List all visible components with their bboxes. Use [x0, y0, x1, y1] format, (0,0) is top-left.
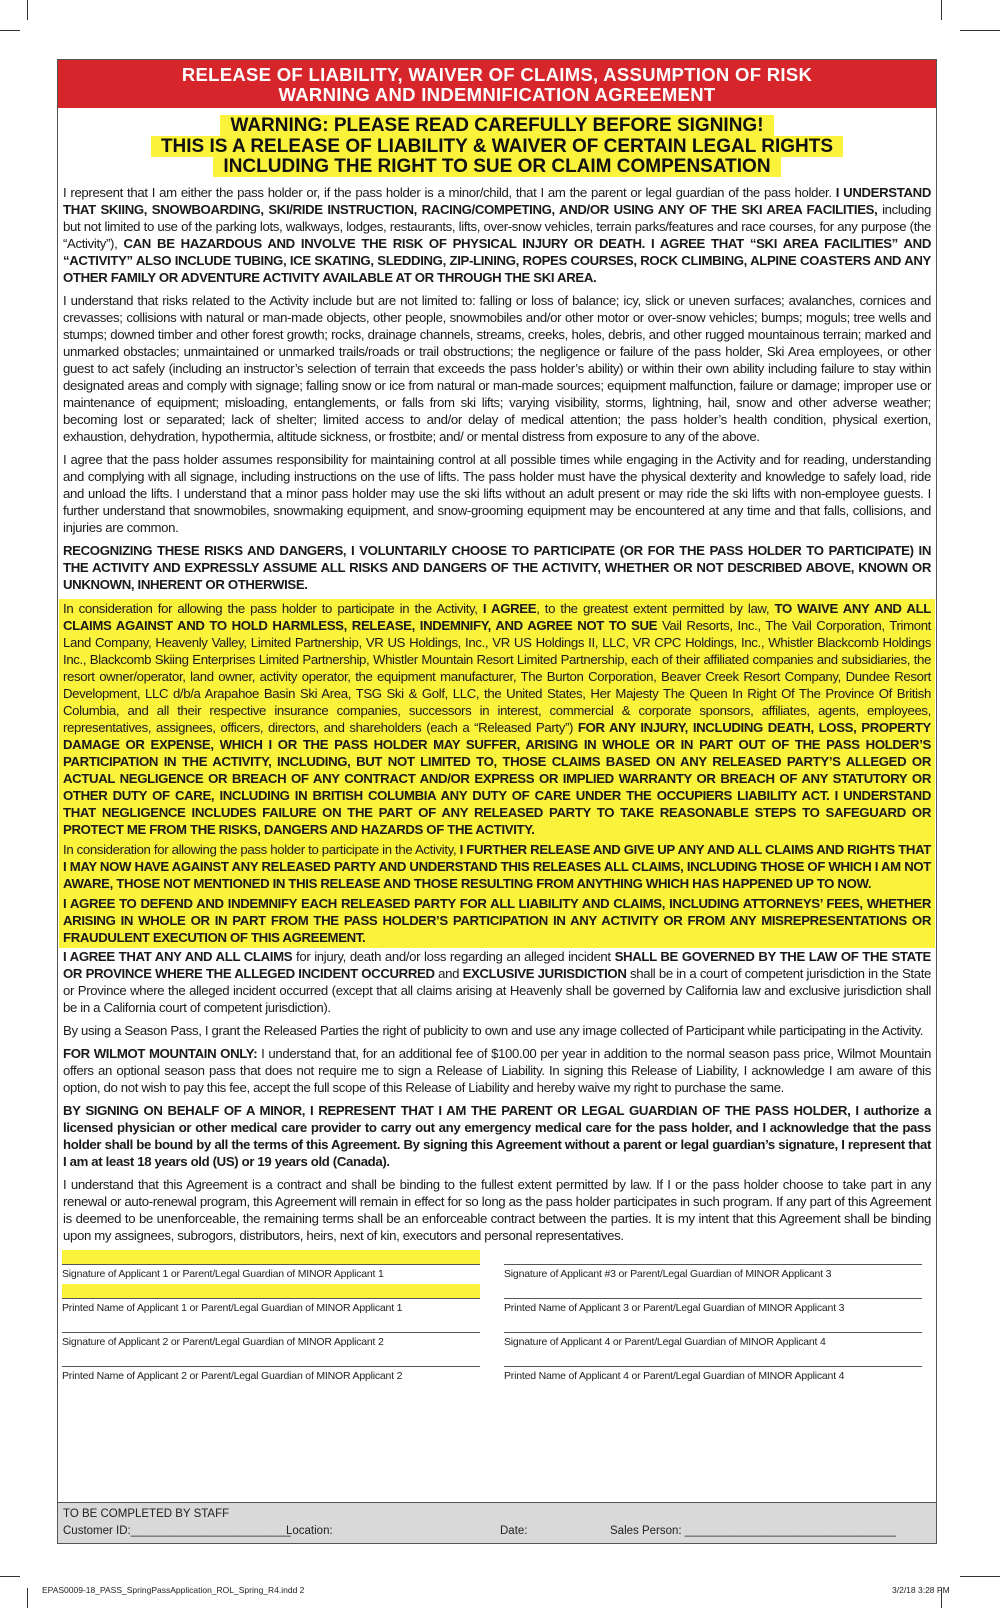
signature-line[interactable] — [504, 1332, 922, 1333]
signature-line[interactable] — [504, 1264, 922, 1265]
p5-run-1: I AGREE — [482, 600, 537, 616]
paragraph-representation — [63, 184, 931, 286]
p5-run-5: FOR ANY INJURY, INCLUDING DEATH, LOSS, PROPERTY DAMAGE OR EXPENSE, WHICH I OR THE PASS HOLDER MAY SUFFER, ARISING IN WHOLE OR IN PART OUT OF THE PASS HOLDER’S PARTICIPATION IN THE ACTIVITY, INCLUDING, BUT NOT LIMITED TO, THOSE CLAIMS BASED ON ANY RELEASED PARTY’S ALLEGED OR ACTUAL NEGLIGENCE OR BREACH OF ANY CONTRACT AND/OR EXPRESS OR IMPLIED WARRANTY OR BREACH OF ANY STATUTORY OR OTHER DUTY OF CARE, INCLUDING IN BRITISH COLUMBIA ANY DUTY OF CARE UNDER THE OCCUPIERS LIABILITY ACT. I UNDERSTAND THAT NEGLIGENCE INCLUDES FAILURE ON THE PART OF ANY RELEASED PARTY TO TAKE REASONABLE STEPS TO SAFEGUARD OR PROTECT ME FROM THE RISKS, DANGERS AND HAZARDS OF THE ACTIVITY. — [63, 719, 931, 837]
p1-run-1: I UNDERSTAND THAT SKIING, SNOWBOARDING, SKI/RIDE INSTRUCTION, RACING/COMPETING, AND/OR USING ANY OF THE SKI AREA FACILITIES, — [63, 184, 931, 217]
printed-name-label: Printed Name of Applicant 4 or Parent/Legal Guardian of MINOR Applicant 4 — [504, 1369, 845, 1382]
p2-run-0: I understand that risks related to the Activity include but are not limited to: falling or loss of balance; icy, slick or uneven surfaces; avalanches, cornices and crevasses; collisions with natural or man-made objects, other people, snowmobiles and/or other motor or over-snow vehicles; bumps; moguls; tree wells and stumps; downed timber and other forest growth; rocks, drainage channels, streams, creeks, holes, debris, and other rugged mountainous terrain; marked and unmarked obstacles; unmaintained or unmarked trails/roads or trail obstructions; the negligence or failure of the pass holder, Ski Area employees, or other guest to act safely (including an instructor’s selection of terrain that exceeds the pass holder’s ability) or within their own ability including failure to stay within designated areas and comply with signage; falling snow or ice from natural or man-made sources; equipment malfunction, failure or damage; improper use or maintenance of equipment; misloading, entanglements, or falls from ski lifts; varying visibility, storms, lightning, hail, snow and other adverse weather; becoming lost or separated; lack of shelter; limited access to and/or delay of medical attention; the pass holder’s health condition, physical exertion, exhaustion, dehydration, hypothermia, altitude sickness, or frostbite; and/ or mental distress from exposure to any of the above. — [63, 292, 931, 444]
p4-run-0: RECOGNIZING THESE RISKS AND DANGERS, I VOLUNTARILY CHOOSE TO PARTICIPATE (OR FOR THE PASS HOLDER TO PARTICIPATE) IN THE ACTIVITY AND EXPRESSLY ASSUME ALL RISKS AND DANGERS OF THE ACTIVITY, WHETHER OR NOT DESCRIBED ABOVE, KNOWN OR UNKNOWN, INHERENT OR OTHERWISE. — [63, 542, 931, 592]
p8-run-2: SHALL BE GOVERNED BY THE LAW OF THE STATE OR PROVINCE WHERE THE ALLEGED INCIDENT OCCURRED — [63, 948, 931, 981]
printed-name-label: Printed Name of Applicant 3 or Parent/Legal Guardian of MINOR Applicant 3 — [504, 1301, 845, 1314]
paragraph-release — [59, 840, 935, 894]
date-field[interactable]: Date: — [500, 1525, 528, 1537]
p11-run-0: BY SIGNING ON BEHALF OF A MINOR, I REPRESENT THAT I AM THE PARENT OR LEGAL GUARDIAN OF THE PASS HOLDER, I authorize a licensed physician or other medical care provider to carry out any emergency medical care for the pass holder, and I acknowledge that the pass holder shall be bound by all the terms of this Agreement. By signing this Agreement without a parent or legal guardian’s signature, I represent that I am at least 18 years old (US) or 19 years old (Canada). — [63, 1102, 931, 1169]
paragraph-indemnify — [59, 894, 935, 948]
waiver-document — [57, 59, 937, 1544]
paragraph-risks — [63, 292, 931, 445]
printed-name-field-applicant-4[interactable] — [504, 1366, 922, 1382]
paragraph-publicity — [63, 1022, 931, 1039]
signature-label: Signature of Applicant 1 or Parent/Legal Guardian of MINOR Applicant 1 — [62, 1267, 384, 1280]
p8-run-0: I AGREE THAT ANY AND ALL CLAIMS — [63, 948, 293, 964]
p5-run-3: TO WAIVE ANY AND ALL CLAIMS AGAINST AND TO HOLD HARMLESS, RELEASE, INDEMNIFY, AND AGREE NOT TO SUE — [63, 600, 931, 633]
p8-run-4: EXCLUSIVE JURISDICTION — [462, 965, 627, 981]
crop-mark — [960, 30, 1000, 31]
crop-mark — [0, 30, 20, 31]
p5-run-0: In consideration for allowing the pass holder to participate in the Activity, — [63, 600, 483, 616]
signature-field-applicant-2[interactable] — [62, 1332, 480, 1348]
paragraph-wilmot — [63, 1045, 931, 1096]
warning-line-2: THIS IS A RELEASE OF LIABILITY & WAIVER OF CERTAIN LEGAL RIGHTS — [151, 136, 843, 157]
customer-id-field[interactable]: Customer ID:_________________________ — [63, 1525, 291, 1537]
crop-mark — [0, 1576, 20, 1577]
p9-run-0: By using a Season Pass, I grant the Released Parties the right of publicity to own and use any image collected of Participant while participating in the Activity. — [63, 1022, 924, 1038]
printed-name-line[interactable] — [62, 1366, 480, 1367]
p3-run-0: I agree that the pass holder assumes responsibility for maintaining control at all possible times while engaging in the Activity and for reading, understanding and complying with all signage, including instructions on the use of lifts. The pass holder must have the physical dexterity and knowledge to safely load, ride and unload the lifts. I understand that a minor pass holder may use the ski lifts without an adult present or may ride the ski lifts with non-employee guests. I further understand that snowmobiles, snowmaking equipment, and snow-grooming equipment may be encountered at any time and that falls, collisions, and injuries are common. — [63, 451, 931, 535]
staff-section — [58, 1502, 936, 1543]
paragraph-assumption-of-risk — [63, 542, 931, 593]
printed-name-line[interactable] — [504, 1366, 922, 1367]
paragraph-waiver — [59, 599, 935, 840]
location-field[interactable]: Location: — [286, 1525, 333, 1537]
agreement-body — [58, 178, 936, 1244]
signature-field-applicant-3[interactable] — [504, 1264, 922, 1280]
warning-line-1: WARNING: PLEASE READ CAREFULLY BEFORE SIGNING! — [220, 115, 773, 136]
printed-name-label: Printed Name of Applicant 1 or Parent/Legal Guardian of MINOR Applicant 1 — [62, 1301, 403, 1314]
footer-filename: EPAS0009-18_PASS_SpringPassApplication_ROL_Spring_R4.indd 2 — [42, 1585, 305, 1595]
p8-run-3: and — [434, 965, 463, 981]
warning-banner — [58, 116, 936, 178]
printed-name-label: Printed Name of Applicant 2 or Parent/Legal Guardian of MINOR Applicant 2 — [62, 1369, 403, 1382]
warning-line-3: INCLUDING THE RIGHT TO SUE OR CLAIM COMPENSATION — [213, 156, 780, 177]
crop-mark — [27, 0, 28, 20]
crop-mark — [941, 0, 942, 20]
p1-run-2: including but not limited to use of the parking lots, walkways, lodges, restaurants, lifts, over-snow vehicles, terrain parks/features and race courses, for any purpose (the “Activity”), — [63, 201, 932, 251]
title-bar — [58, 60, 936, 108]
signature-label: Signature of Applicant 4 or Parent/Legal Guardian of MINOR Applicant 4 — [504, 1335, 826, 1348]
signature-label: Signature of Applicant 2 or Parent/Legal Guardian of MINOR Applicant 2 — [62, 1335, 384, 1348]
p10-run-0: FOR WILMOT MOUNTAIN ONLY: — [63, 1045, 258, 1061]
title-line-2: WARNING AND INDEMNIFICATION AGREEMENT — [278, 84, 716, 105]
printed-name-line[interactable] — [62, 1284, 480, 1299]
p6-run-0: In consideration for allowing the pass holder to participate in the Activity, — [63, 841, 460, 857]
title-line-1: RELEASE OF LIABILITY, WAIVER OF CLAIMS, ASSUMPTION OF RISK — [181, 64, 813, 85]
crop-mark — [27, 1588, 28, 1608]
signature-line[interactable] — [62, 1332, 480, 1333]
paragraph-contract — [63, 1176, 931, 1244]
staff-heading: TO BE COMPLETED BY STAFF — [63, 1508, 230, 1520]
paragraph-governing-law — [63, 948, 931, 1016]
paragraph-responsibility — [63, 451, 931, 536]
p10-run-1: I understand that, for an additional fee of $100.00 per year in addition to the normal season pass price, Wilmot Mountain offers an optional season pass that does not require me to sign a Release of Liability. In signing this Release of Liability, I acknowledge I am aware of this option, do not wish to pay this fee, accept the full scope of this Release of Liability and hereby waive my right to purchase the same. — [63, 1045, 931, 1095]
printed-name-field-applicant-3[interactable] — [504, 1298, 922, 1314]
signature-field-applicant-1[interactable] — [62, 1250, 480, 1280]
printed-name-field-applicant-2[interactable] — [62, 1366, 480, 1382]
crop-mark — [960, 1576, 1000, 1577]
p8-run-1: for injury, death and/or loss regarding an alleged incident — [292, 948, 615, 964]
footer-timestamp: 3/2/18 3:28 PM — [892, 1585, 950, 1595]
p1-run-3: CAN BE HAZARDOUS AND INVOLVE THE RISK OF PHYSICAL INJURY OR DEATH. I AGREE THAT “SKI AREA FACILITIES” AND “ACTIVITY” ALSO INCLUDE TUBING, ICE SKATING, SLEDDING, ZIP-LINING, ROPES COURSES, ROCK CLIMBING, ALPINE COASTERS AND ANY OTHER FAMILY OR ADVENTURE ACTIVITY AVAILABLE AT OR THROUGH THE SKI AREA. — [63, 235, 932, 285]
sales-person-field[interactable]: Sales Person: _________________________________ — [610, 1525, 896, 1537]
paragraph-minor — [63, 1102, 931, 1170]
p5-run-4: Vail Resorts, Inc., The Vail Corporation, Trimont Land Company, Heavenly Valley, Limited Partnership, VR US Holdings, Inc., VR US Holdings II, LLC, VR CPC Holdings, Inc., Whistler Blackcomb Holdings Inc., Blackcomb Skiing Enterprises Limited Partnership, Whistler Mountain Resort Limited Partnership, each of their affiliated companies and subsidiaries, the resort owner/operator, land owner, activity operator, the equipment manufacturer, The Burton Corporation, Beaver Creek Resort Company, Dundee Resort Development, LLC d/b/a Arapahoe Basin Ski Area, TSG Ski & Golf, LLC, the United States, Her Majesty The Queen In Right Of The Province Of British Columbia, and all their respective insurance companies, successors in interest, commercial & corporate sponsors, affiliates, agents, employees, representatives, assignees, officers, directors, and shareholders (each a “Released Party”) — [63, 617, 931, 735]
signature-line[interactable] — [62, 1250, 480, 1265]
p5-run-2: , to the greatest extent permitted by law, — [536, 600, 775, 616]
p1-run-0: I represent that I am either the pass holder or, if the pass holder is a minor/child, that I am the parent or legal guardian of the pass holder. — [63, 184, 836, 200]
signature-field-applicant-4[interactable] — [504, 1332, 922, 1348]
p12-run-0: I understand that this Agreement is a contract and shall be binding to the fullest extent permitted by law. If I or the pass holder choose to take part in any renewal or auto-renewal program, this Agreement will remain in effect for so long as the pass holder participates in such program. If any part of this Agreement is deemed to be unenforceable, the remaining terms shall be an enforceable contract between the parties. It is my intent that this Agreement shall be binding upon my assignees, subrogors, distributors, heirs, next of kin, executors and personal representatives. — [63, 1176, 931, 1243]
p6-run-1: I FURTHER RELEASE AND GIVE UP ANY AND ALL CLAIMS AND RIGHTS THAT I MAY NOW HAVE AGAINST ANY RELEASED PARTY AND UNDERSTAND THIS RELEASES ALL CLAIMS, INCLUDING THOSE OF WHICH I AM NOT AWARE, THOSE NOT MENTIONED IN THIS RELEASE AND THOSE RESULTING FROM ANYTHING WHICH HAS HAPPENED UP TO NOW. — [63, 841, 931, 891]
p8-run-5: shall be in a court of competent jurisdiction in the State or Province where the alleged incident occurred (except that all claims arising at Heavenly shall be governed by California law and exclusive jurisdiction shall be in a California court of competent jurisdiction). — [63, 965, 931, 1015]
p7-run-0: I AGREE TO DEFEND AND INDEMNIFY EACH RELEASED PARTY FOR ALL LIABILITY AND CLAIMS, INCLUDING ATTORNEYS’ FEES, WHETHER ARISING IN WHOLE OR IN PART FROM THE PASS HOLDER’S PARTICIPATION IN ANY ACTIVITY OR FROM ANY MISREPRESENTATIONS OR FRAUDULENT EXECUTION OF THIS AGREEMENT. — [63, 895, 931, 945]
printed-name-field-applicant-1[interactable] — [62, 1284, 480, 1314]
signature-section — [58, 1250, 936, 1390]
signature-label: Signature of Applicant #3 or Parent/Legal Guardian of MINOR Applicant 3 — [504, 1267, 832, 1280]
printed-name-line[interactable] — [504, 1298, 922, 1299]
